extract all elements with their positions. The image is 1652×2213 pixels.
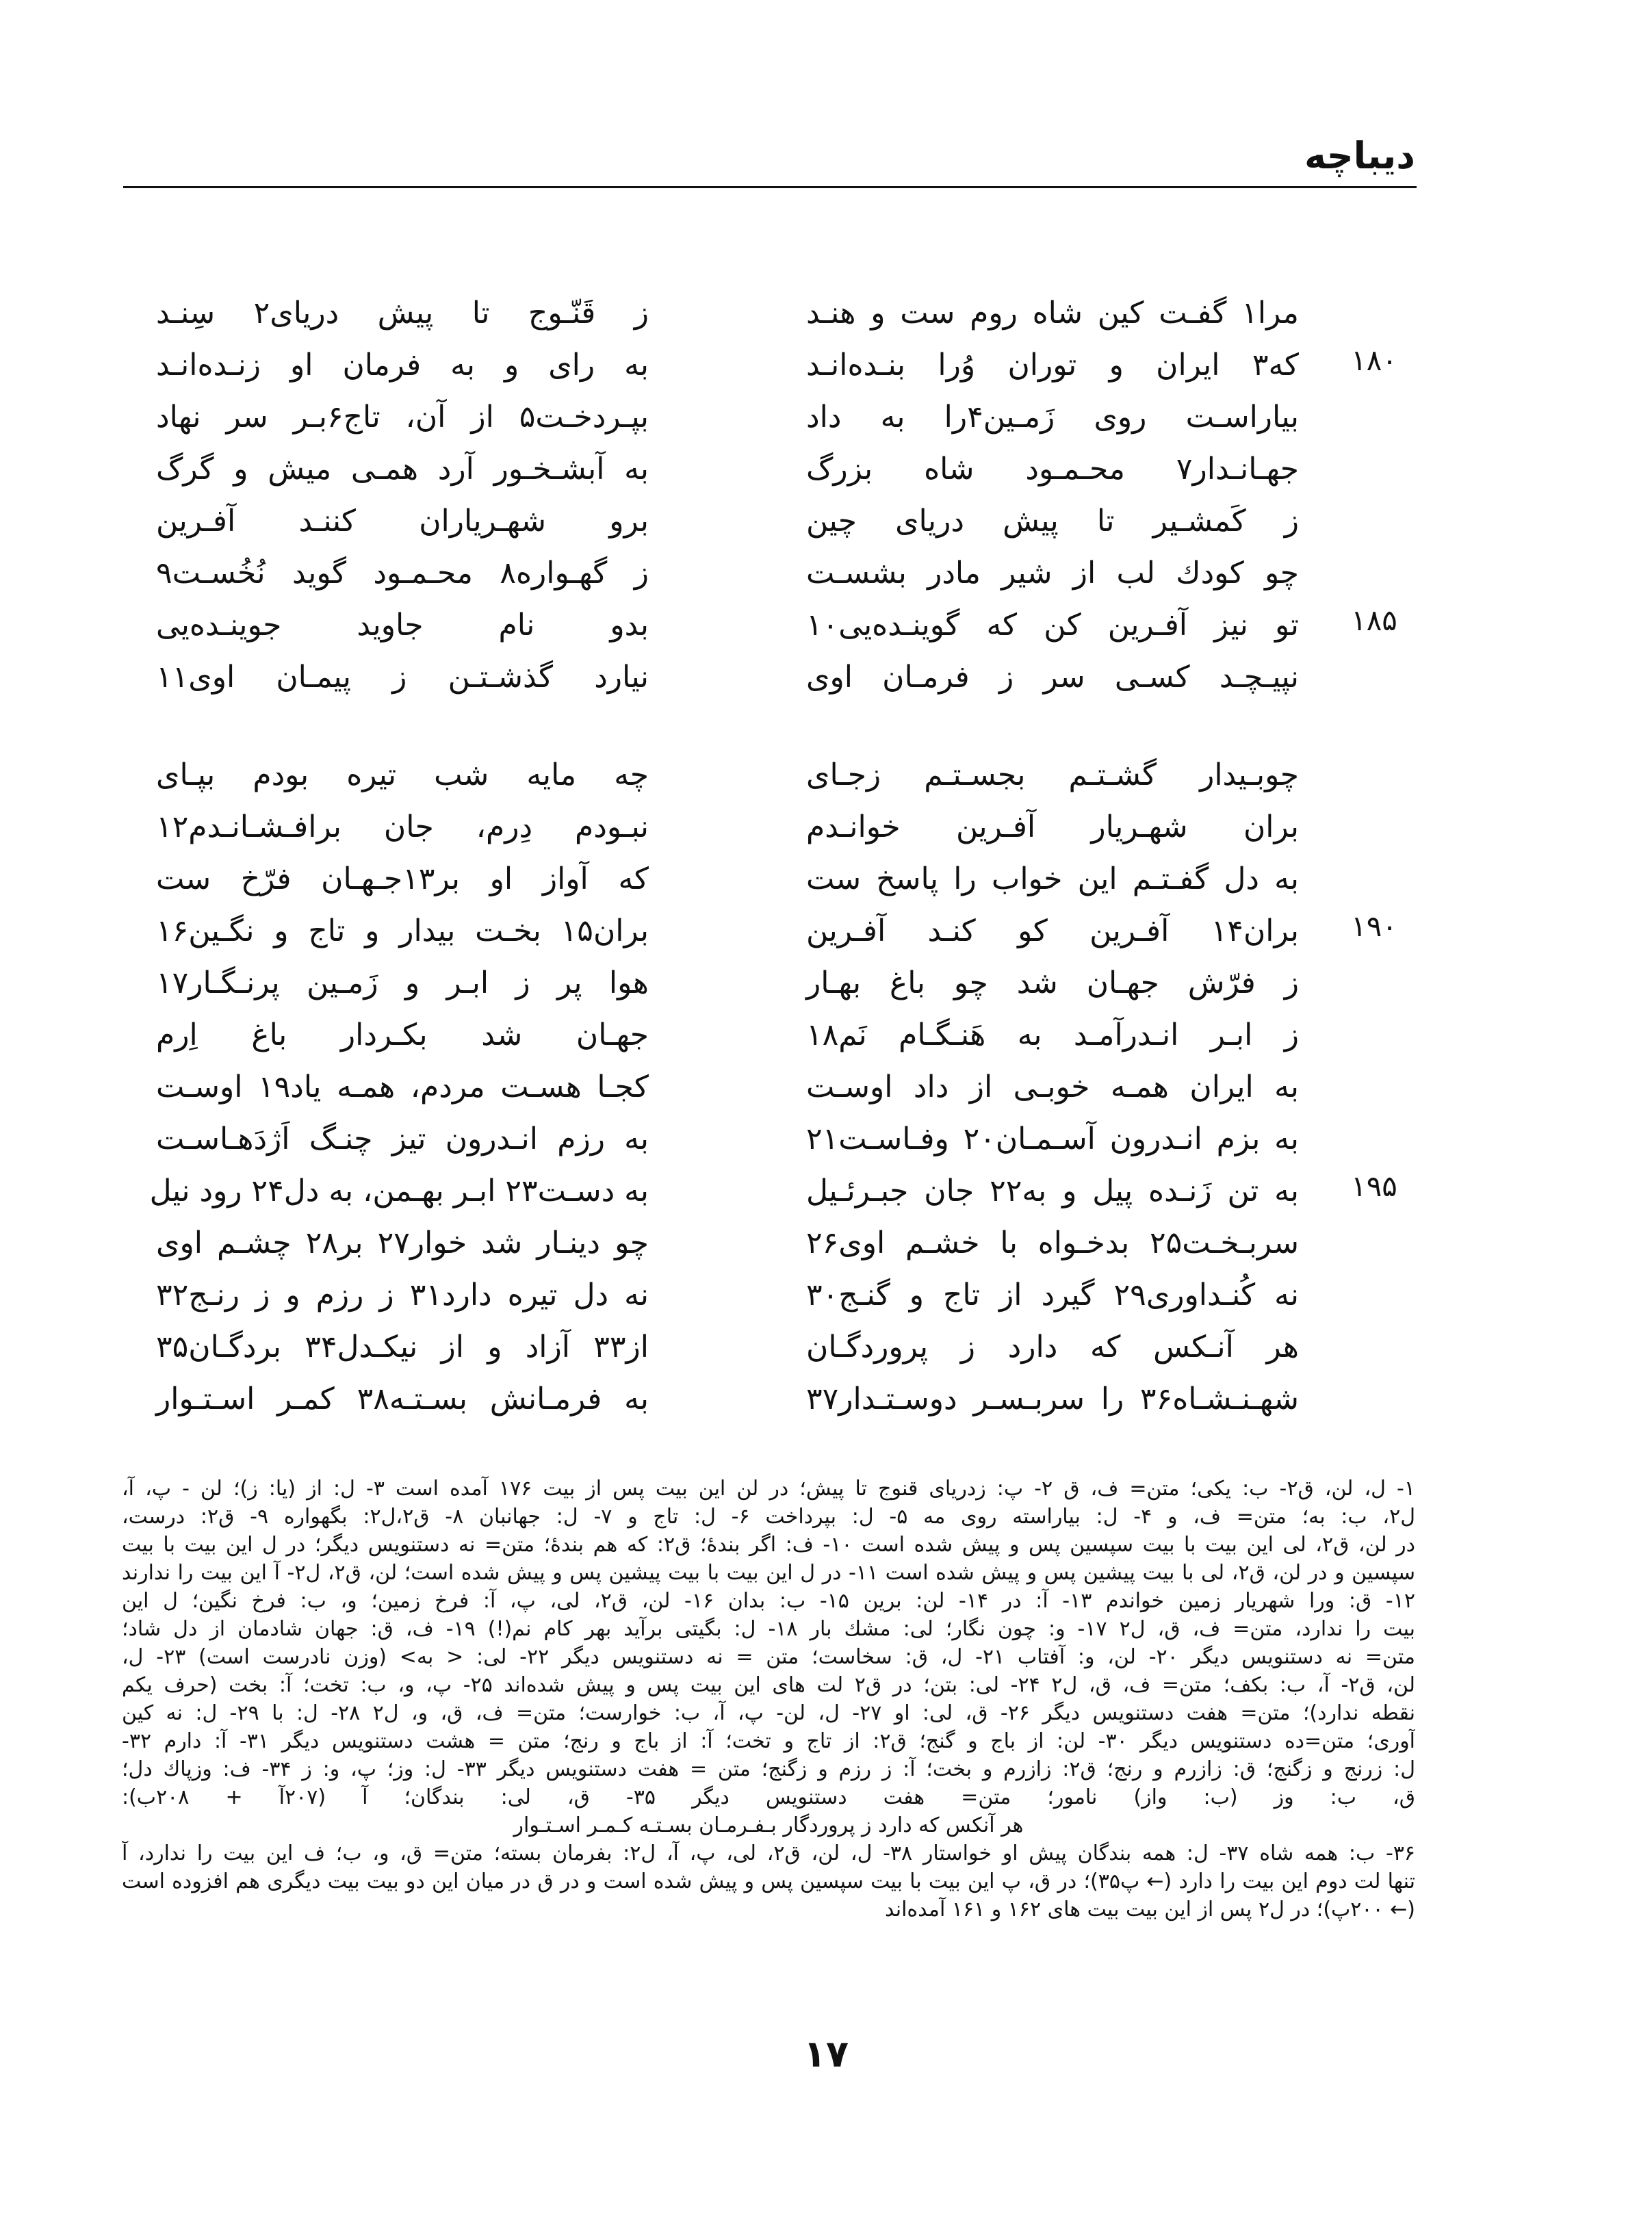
verse-row	[122, 287, 1415, 339]
second-hemistich: کجـا هسـت مردم، همـه یاد۱۹ اوسـت	[156, 1070, 649, 1104]
footnote-line: لن، ق۲- آ، ب: بکف؛ متن= ف، ق، ل۲ ۲۴- لی: بتن؛ در ق۲ لت های این بیت پس و پیش شده‌اند ۲۵- پ، و، ب: تخت؛ آ: بخت (حرف یکم	[122, 1673, 1415, 1697]
second-hemistich: به آبشـخـور آرد همـی میش و گرگ	[156, 452, 649, 487]
first-hemistich: که۳ ایران و توران وُرا بنـده‌انـد	[806, 348, 1299, 383]
footnotes	[122, 1475, 1415, 1924]
footnote-line: ل: زرنج و زگنج؛ ق: زازرم و رنج؛ ق۲: زازرم و بخت؛ آ: ز رزم و زگنج؛ متن = هفت دستنویس دیگر ۳۳- ل: وز؛ پ، و: ز ۳۴- ف: وزپاك دل؛	[122, 1757, 1415, 1781]
verse-block-2	[122, 749, 1415, 1425]
footnote-line: آوری؛ متن=ده دستنویس دیگر ۳۰- لن: از باج و گنج؛ ق۲: از تاج و تخت؛ آ: از باج و رنج؛ متن = هشت دستنویس دیگر ۳۱- آ: دارم ۳۲-	[122, 1729, 1415, 1753]
second-hemistich: جهـان شد بکـردار باغ اِرم	[156, 1018, 649, 1052]
first-hemistich: به تن زَنـده پیل و به۲۲ جان جبـرئـیل	[806, 1174, 1299, 1208]
first-hemistich: سربـخـت۲۵ بدخـواه با خشـم اوی۲۶	[806, 1226, 1299, 1260]
first-hemistich: هر آنـکس که دارد ز پروردگـان	[806, 1330, 1299, 1364]
second-hemistich: از۳۳ آزاد و از نیکـدل۳۴ بردگـان۳۵	[156, 1330, 649, 1364]
footnote-line: در لن، ق۲، لی این بیت با بیت سپسین پس و پیش شده است ۱۰- ف: اگر بندهٔ؛ ق۲: که هم بندهٔ؛ متن= نه دستنویس دیگر؛ در ل این بیت با بیت	[122, 1533, 1415, 1557]
verse-row	[122, 801, 1415, 853]
second-hemistich: که آواز او بر۱۳جـهـان فرّخ ست	[156, 862, 649, 896]
line-number: ۱۸۰	[1351, 344, 1397, 377]
verse-row	[122, 1165, 1415, 1217]
footnote-line: بیت را ندارد، متن= ف، ق، ل۲ ۱۷- و: چون نگار؛ لی: مشك بار ۱۸- ل: بگیتی برآید بهر کام نم(!) ۱۹- ف، ق: جهان شادمان از دل شاد؛	[122, 1617, 1415, 1641]
second-hemistich: برو شهـریاران کننـد آفـرین	[156, 504, 649, 539]
footnote-line: ۱۲- ق: ورا شهریار زمین خواندم ۱۳- آ: در ۱۴- لن: برین ۱۵- ب: بدان ۱۶- لن، ق۲، لی، پ، آ: فرخ زمین؛ و، ب: فرخ نگین؛ ل این	[122, 1589, 1415, 1613]
verse-row	[122, 1269, 1415, 1321]
first-hemistich: به ایران همـه خوبـی از داد اوسـت	[806, 1070, 1299, 1104]
first-hemistich: جهـانـدار۷ محـمـود شاه بزرگ	[806, 452, 1299, 487]
first-hemistich: بیاراسـت روی زَمـین۴را به داد	[806, 400, 1299, 435]
second-hemistich: نه دل تیره دارد۳۱ ز رزم و ز رنـج۳۲	[156, 1278, 649, 1312]
verse-row	[122, 495, 1415, 547]
second-hemistich: بدو نام جاوید جوینـده‌یی	[156, 608, 649, 643]
line-number: ۱۹۰	[1351, 909, 1397, 943]
second-hemistich: نیارد گذشـتـن ز پیمـان اوی۱۱	[156, 660, 649, 695]
footnote-line: تنها لت دوم این بیت را دارد (← پ۳۵)؛ در ق، پ این بیت با بیت سپسین پس و پیش شده است و در ق در میان این دو بیت بیت دیگری هم افزوده است	[122, 1869, 1415, 1893]
page-number: ۱۷	[803, 2032, 849, 2075]
first-hemistich: به بزم انـدرون آسـمـان۲۰ وفـاسـت۲۱	[806, 1122, 1299, 1156]
footnote-line: ق، ب: وز (ب: واز) نامور؛ متن= هفت دستنویس دیگر ۳۵- ق، لی: بندگان؛ آ (۲۰۷آ + ۲۰۸ب):	[122, 1785, 1415, 1809]
verse-row	[122, 651, 1415, 703]
second-hemistich: به رای و به فرمان او زنـده‌انـد	[156, 348, 649, 383]
second-hemistich: ز گهـواره۸ محـمـود گوید نُخُسـت۹	[156, 556, 649, 591]
first-hemistich: نه کُنـداوری۲۹ گیرد از تاج و گنـج۳۰	[806, 1278, 1299, 1312]
second-hemistich: ز قَنّـوج تا پیش دریای۲ سِنـد	[156, 296, 649, 331]
second-hemistich: بران۱۵ بخـت بیدار و تاج و نگـین۱۶	[156, 914, 649, 948]
verse-row	[122, 1113, 1415, 1165]
second-hemistich: به رزم انـدرون تیز چنـگ اَژدَهـاسـت	[156, 1122, 649, 1156]
first-hemistich: شهـنـشـاه۳۶ را سربـسـر دوسـتـدار۳۷	[806, 1382, 1299, 1416]
verse-row	[122, 1009, 1415, 1061]
first-hemistich: مرا۱ گفـت کین شاه روم ست و هنـد	[806, 296, 1299, 331]
footnote-line: ۳۶- ب: همه شاه ۳۷- ل: همه بندگان پیش او خواستار ۳۸- ل، لن، ق۲، لی، پ، آ، ل۲: بفرمان بسته؛ متن= ق، و، ب؛ ف این بیت را ندارد، آ	[122, 1841, 1415, 1865]
first-hemistich: به دل گفـتـم این خواب را پاسخ ست	[806, 862, 1299, 896]
verse-row	[122, 1321, 1415, 1373]
second-hemistich: هوا پر ز ابـر و زَمـین پرنـگـار۱۷	[156, 966, 649, 1000]
verse-row	[122, 905, 1415, 957]
header-rule	[123, 186, 1417, 188]
verse-row	[122, 599, 1415, 651]
first-hemistich: چو کودك لب از شیر مادر بشسـت	[806, 556, 1299, 591]
first-hemistich: نپیـچـد کسـی سر ز فرمـان اوی	[806, 660, 1299, 695]
line-number: ۱۹۵	[1351, 1169, 1397, 1203]
second-hemistich: به دسـت۲۳ ابـر بهـمن، به دل۲۴ رود نیل	[149, 1174, 649, 1208]
first-hemistich: چوبـیدار گشـتـم بجسـتـم زجـای	[806, 758, 1299, 792]
verse-row	[122, 339, 1415, 391]
first-hemistich: تو نیز آفـرین کن که گوینـده‌یی۱۰	[806, 608, 1299, 643]
running-header-title: دیباچه	[1304, 134, 1415, 177]
verse-row	[122, 957, 1415, 1009]
footnote-line: ل۲، ب: به؛ متن= ف، و ۴- ل: بیاراسته روی مه ۵- ل: بپرداخت ۶- ل: تاج و ۷- ل: جهانبان ۸- ق۲،ل۲: بگهواره ۹- ق۲: درست،	[122, 1505, 1415, 1529]
verse-row	[122, 1217, 1415, 1269]
second-hemistich: نبـودم دِرم، جان برافـشـانـدم۱۲	[156, 810, 649, 844]
second-hemistich: به فرمـانش بسـتـه۳۸ کمـر اسـتـوار	[156, 1382, 649, 1416]
footnote-line: متن= نه دستنویس دیگر ۲۰- لن، و: آفتاب ۲۱- ل، ق: سخاست؛ متن = نه دستنویس دیگر ۲۲- لی: < به> (وزن نادرست است) ۲۳- ل،	[122, 1645, 1415, 1669]
footnote-line: ۱- ل، لن، ق۲- ب: یکی؛ متن= ف، ق ۲- پ: زدریای قنوج تا پیش؛ در لن این بیت پس از بیت ۱۷۶ آمده است ۳- ل: از (یا: ز)؛ لن - پ، آ،	[122, 1477, 1415, 1501]
verse-block-1	[122, 287, 1415, 703]
verse-row	[122, 749, 1415, 801]
first-hemistich: ز ابـر انـدرآمـد به هَنـگـام نَم۱۸	[806, 1018, 1299, 1052]
second-hemistich: چو دینـار شد خوار۲۷ بر۲۸ چشـم اوی	[156, 1226, 649, 1260]
footnote-line: (← ۲۰۰پ)؛ در ل۲ پس از این بیت بیت های ۱۶۲ و ۱۶۱ آمده‌اند	[884, 1898, 1415, 1921]
line-number: ۱۸۵	[1351, 604, 1397, 637]
verse-row	[122, 443, 1415, 495]
footnote-quoted-verse: هر آنکس که دارد ز پروردگار بـفـرمـان بسـتـه کـمـر اسـتـوار	[513, 1813, 1024, 1837]
verse-row	[122, 853, 1415, 905]
second-hemistich: چه مایه شب تیره بودم بپـای	[156, 758, 649, 792]
first-hemistich: بران۱۴ آفـرین کو کنـد آفـرین	[806, 914, 1299, 948]
verse-row	[122, 1373, 1415, 1425]
footnote-line: نقطه ندارد)؛ متن= هفت دستنویس دیگر ۲۶- ق، لی: او ۲۷- ل، لن- پ، آ، ب: خوارست؛ متن= ف، ق، و، ل۲ ۲۸- ل: با ۲۹- ل: نه کین	[122, 1701, 1415, 1725]
first-hemistich: ز کَمشـیر تا پیش دریای چین	[806, 504, 1299, 539]
first-hemistich: بران شهـریار آفـرین خوانـدم	[806, 810, 1299, 844]
verse-row	[122, 547, 1415, 599]
first-hemistich: ز فرّش جهـان شد چو باغ بهـار	[806, 966, 1299, 1000]
verse-row	[122, 391, 1415, 443]
footnote-line: سپسین و در لن، ق۲، لی با بیت پیشین پس و پیش شده است ۱۱- در ل این بیت با بیت پیشین پس و پیش شده است؛ لن، ق۲، ل۲- آ این بیت را ندارند	[122, 1561, 1415, 1585]
second-hemistich: بپـردخـت۵ از آن، تاج۶بـر سر نهاد	[156, 400, 649, 435]
verse-row	[122, 1061, 1415, 1113]
